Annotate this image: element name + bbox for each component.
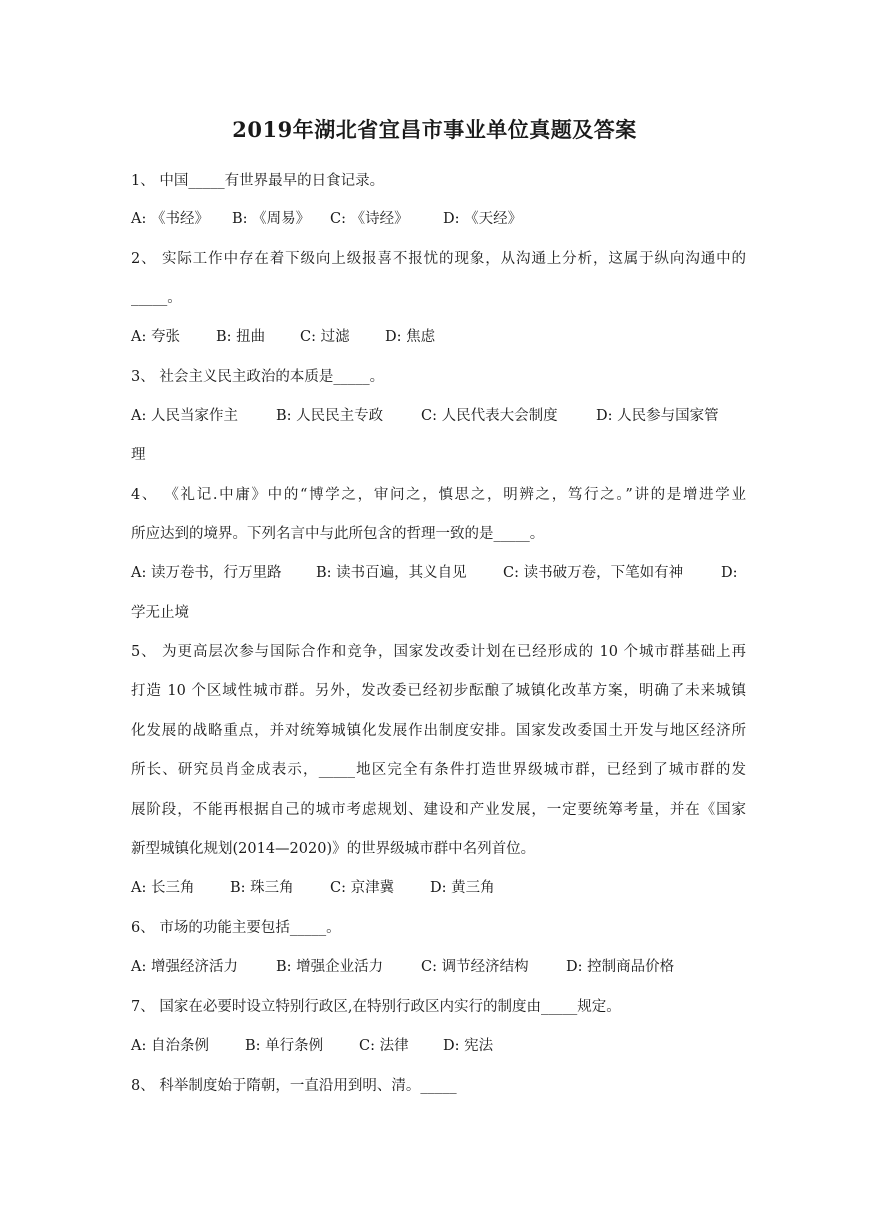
question-6-option-a: A: 增强经济活力 (131, 959, 238, 975)
question-3-option-d-wrap: 理 (131, 447, 146, 463)
question-5-stem-line-3: 化发展的战略重点，并对统筹城镇化发展作出制度安排。国家发改委国土开发与地区经济所 (131, 723, 746, 739)
question-5-stem-line-1: 5、 为更高层次参与国际合作和竞争，国家发改委计划在已经形成的 10 个城市群基础上再 (131, 644, 746, 660)
question-7-option-d: D: 宪法 (443, 1038, 494, 1054)
question-4-option-d: D: (721, 565, 738, 581)
question-4-options (131, 563, 751, 583)
question-5-stem-line-4: 所长、研究员肖金成表示，_____地区完全有条件打造世界级城市群，已经到了城市群的发 (131, 762, 746, 778)
question-2-options (131, 327, 751, 347)
document-title: 2019年湖北省宜昌市事业单位真题及答案 (232, 117, 637, 142)
question-1-option-c: C: 《诗经》 (330, 211, 409, 227)
question-2-option-a: A: 夸张 (131, 329, 180, 345)
question-5-option-d: D: 黄三角 (430, 880, 495, 896)
question-5-stem-line-5: 展阶段，不能再根据自己的城市考虑规划、建设和产业发展，一定要统筹考量，并在《国家 (131, 802, 746, 818)
question-1-option-a: A: 《书经》 (131, 211, 209, 227)
question-7-option-a: A: 自治条例 (131, 1038, 209, 1054)
question-2-option-d: D: 焦虑 (385, 329, 436, 345)
question-5-option-a: A: 长三角 (131, 880, 195, 896)
question-2-option-b: B: 扭曲 (216, 329, 266, 345)
question-7-option-c: C: 法律 (359, 1038, 409, 1054)
question-6-option-c: C: 调节经济结构 (421, 959, 529, 975)
question-7-stem: 7、 国家在必要时设立特别行政区,在特别行政区内实行的制度由_____规定。 (131, 999, 621, 1015)
question-6-stem: 6、 市场的功能主要包括_____。 (131, 920, 341, 936)
question-1-options (131, 209, 751, 229)
question-5-option-b: B: 珠三角 (230, 880, 294, 896)
question-3-option-a: A: 人民当家作主 (131, 408, 238, 424)
question-5-options (131, 878, 751, 898)
question-8-stem: 8、 科举制度始于隋朝，一直沿用到明、清。_____ (131, 1078, 457, 1094)
question-4-option-d-wrap: 学无止境 (131, 605, 189, 621)
question-1-option-d: D: 《天经》 (443, 211, 523, 227)
question-6-option-d: D: 控制商品价格 (566, 959, 675, 975)
question-3-options (131, 406, 751, 426)
question-4-option-a: A: 读万卷书，行万里路 (131, 565, 282, 581)
question-7-option-b: B: 单行条例 (245, 1038, 324, 1054)
question-1-stem: 1、 中国_____有世界最早的日食记录。 (131, 173, 385, 189)
question-5-stem-line-6: 新型城镇化规划(2014—2020)》的世界级城市群中名列首位。 (131, 841, 536, 857)
question-5-option-c: C: 京津冀 (330, 880, 395, 896)
question-5-stem-line-2: 打造 10 个区域性城市群。另外，发改委已经初步酝酿了城镇化改革方案，明确了未来城镇 (131, 683, 746, 699)
question-3-option-b: B: 人民民主专政 (276, 408, 384, 424)
question-2-option-c: C: 过滤 (300, 329, 350, 345)
question-7-options (131, 1036, 751, 1056)
question-3-option-d: D: 人民参与国家管 (596, 408, 719, 424)
question-4-stem-line-2: 所应达到的境界。下列名言中与此所包含的哲理一致的是_____。 (131, 526, 545, 542)
question-2-stem-line-2: _____。 (131, 290, 182, 306)
question-4-stem-line-1: 4、 《礼记.中庸》中的“博学之，审问之，慎思之，明辨之，笃行之。”讲的是增进学业 (131, 487, 746, 503)
question-1-option-b: B: 《周易》 (232, 211, 311, 227)
question-4-option-b: B: 读书百遍，其义自见 (316, 565, 467, 581)
question-2-stem-line-1: 2、 实际工作中存在着下级向上级报喜不报忧的现象，从沟通上分析，这属于纵向沟通中的 (131, 251, 746, 267)
question-6-options (131, 957, 751, 977)
question-4-option-c: C: 读书破万卷，下笔如有神 (503, 565, 684, 581)
question-6-option-b: B: 增强企业活力 (276, 959, 384, 975)
question-3-stem: 3、 社会主义民主政治的本质是_____。 (131, 369, 385, 385)
question-3-option-c: C: 人民代表大会制度 (421, 408, 558, 424)
